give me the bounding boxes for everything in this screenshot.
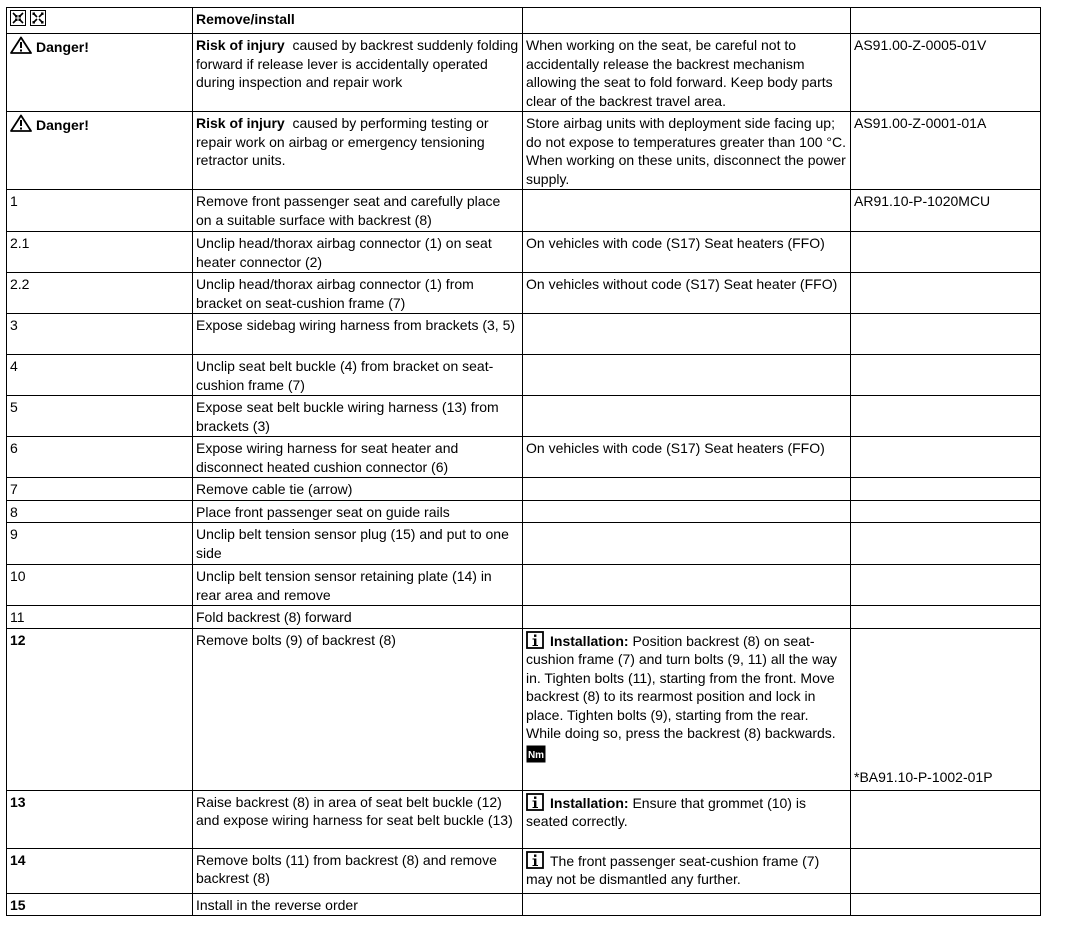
step-note xyxy=(523,314,851,355)
step-text: Unclip seat belt buckle (4) from bracket on seat-cushion frame (7) xyxy=(193,355,523,396)
step-ref xyxy=(851,273,1041,314)
danger-row xyxy=(7,112,1041,190)
step-text: Unclip head/thorax airbag connector (1) from bracket on seat-cushion frame (7) xyxy=(193,273,523,314)
step-ref xyxy=(851,565,1041,606)
info-icon xyxy=(526,851,544,869)
step-number: 6 xyxy=(7,437,193,478)
step-text: Raise backrest (8) in area of seat belt buckle (12) and expose wiring harness for seat belt buckle (13) xyxy=(193,790,523,848)
step-note xyxy=(523,190,851,232)
info-note: The front passenger seat-cushion frame (7) may not be dismantled any further. xyxy=(526,852,820,887)
danger-note: Store airbag units with deployment side facing up; do not expose to temperatures greater than 100 °C. When working on these units, disconnect the power supply. xyxy=(523,112,851,190)
step-row xyxy=(7,232,1041,273)
risk-text: caused by backrest suddenly folding forward if release lever is accidentally operated during inspection and repair work xyxy=(196,37,519,90)
step-number: 3 xyxy=(7,314,193,355)
step-number: 11 xyxy=(7,606,193,629)
step-text: Install in the reverse order xyxy=(193,893,523,916)
step-ref xyxy=(851,790,1041,848)
step-row xyxy=(7,606,1041,629)
step-note xyxy=(523,478,851,501)
step-ref xyxy=(851,314,1041,355)
step-number: 1 xyxy=(7,190,193,232)
danger-label-cell xyxy=(7,112,193,190)
install-icon xyxy=(30,10,46,26)
step-row xyxy=(7,437,1041,478)
step-number: 10 xyxy=(7,565,193,606)
step-note-cell xyxy=(523,790,851,848)
header-empty-cell xyxy=(523,8,851,34)
step-ref xyxy=(851,478,1041,501)
danger-label: Danger! xyxy=(36,117,89,133)
step-note xyxy=(523,355,851,396)
installation-note: Position backrest (8) on seat-cushion frame (7) and turn bolts (9, 11) all the way in. Tighten bolts (11), starting from the front. Move backrest (8) to its rearmost position and lock in place. Tighten bolts (9), starting from the rear. While doing so, press the backrest (8) backwards. xyxy=(526,632,838,741)
step-row xyxy=(7,628,1041,790)
step-note-cell xyxy=(523,848,851,893)
step-row xyxy=(7,565,1041,606)
info-icon xyxy=(526,631,544,649)
step-number: 5 xyxy=(7,396,193,437)
step-text: Remove bolts (9) of backrest (8) xyxy=(193,628,523,790)
torque-icon xyxy=(526,745,546,768)
step-number: 7 xyxy=(7,478,193,501)
danger-ref: AS91.00-Z-0001-01A xyxy=(851,112,1041,190)
step-text: Unclip belt tension sensor retaining plate (14) in rear area and remove xyxy=(193,565,523,606)
step-text: Expose wiring harness for seat heater and disconnect heated cushion connector (6) xyxy=(193,437,523,478)
installation-note: Ensure that grommet (10) is seated correctly. xyxy=(526,794,806,829)
step-ref xyxy=(851,355,1041,396)
info-icon xyxy=(526,793,544,811)
step-text: Fold backrest (8) forward xyxy=(193,606,523,629)
step-row xyxy=(7,790,1041,848)
step-note xyxy=(523,565,851,606)
step-row xyxy=(7,273,1041,314)
step-text: Remove bolts (11) from backrest (8) and remove backrest (8) xyxy=(193,848,523,893)
danger-label: Danger! xyxy=(36,39,89,55)
step-note xyxy=(523,500,851,523)
step-ref xyxy=(851,232,1041,273)
step-ref: *BA91.10-P-1002-01P xyxy=(854,769,993,785)
warning-triangle-icon xyxy=(10,36,32,54)
step-row xyxy=(7,355,1041,396)
step-number: 15 xyxy=(7,893,193,916)
step-note xyxy=(523,523,851,565)
risk-label: Risk of injury xyxy=(196,37,285,53)
step-note xyxy=(523,396,851,437)
step-row xyxy=(7,848,1041,893)
step-text: Unclip belt tension sensor plug (15) and put to one side xyxy=(193,523,523,565)
step-text: Unclip head/thorax airbag connector (1) on seat heater connector (2) xyxy=(193,232,523,273)
step-note-cell xyxy=(523,628,851,790)
header-icons-cell xyxy=(7,8,193,34)
step-note: On vehicles without code (S17) Seat heater (FFO) xyxy=(523,273,851,314)
step-note xyxy=(523,606,851,629)
step-ref-cell xyxy=(851,628,1041,790)
warning-triangle-icon xyxy=(10,114,32,132)
step-ref xyxy=(851,523,1041,565)
step-text: Remove front passenger seat and carefully place on a suitable surface with backrest (8) xyxy=(193,190,523,232)
step-number: 13 xyxy=(7,790,193,848)
procedure-table xyxy=(6,7,1041,916)
step-number: 2.1 xyxy=(7,232,193,273)
header-title: Remove/install xyxy=(193,8,523,34)
danger-label-cell xyxy=(7,34,193,112)
step-number: 12 xyxy=(7,628,193,790)
step-text: Remove cable tie (arrow) xyxy=(193,478,523,501)
risk-text: caused by performing testing or repair work on airbag or emergency tensioning retractor units. xyxy=(196,115,489,168)
danger-risk-cell xyxy=(193,112,523,190)
step-number: 9 xyxy=(7,523,193,565)
step-ref xyxy=(851,893,1041,916)
risk-label: Risk of injury xyxy=(196,115,285,131)
danger-ref: AS91.00-Z-0005-01V xyxy=(851,34,1041,112)
step-row xyxy=(7,893,1041,916)
step-note xyxy=(523,893,851,916)
step-number: 2.2 xyxy=(7,273,193,314)
header-empty-cell xyxy=(851,8,1041,34)
step-text: Expose seat belt buckle wiring harness (13) from brackets (3) xyxy=(193,396,523,437)
installation-label: Installation: xyxy=(550,632,629,649)
step-ref: AR91.10-P-1020MCU xyxy=(851,190,1041,232)
step-ref xyxy=(851,500,1041,523)
step-row xyxy=(7,523,1041,565)
header-row xyxy=(7,8,1041,34)
step-ref xyxy=(851,396,1041,437)
remove-icon xyxy=(10,10,26,26)
step-ref xyxy=(851,437,1041,478)
step-ref xyxy=(851,606,1041,629)
step-number: 14 xyxy=(7,848,193,893)
step-number: 8 xyxy=(7,500,193,523)
step-text: Place front passenger seat on guide rails xyxy=(193,500,523,523)
step-row xyxy=(7,396,1041,437)
danger-row xyxy=(7,34,1041,112)
step-note: On vehicles with code (S17) Seat heaters (FFO) xyxy=(523,232,851,273)
torque-icon-text: Nm xyxy=(527,749,545,761)
danger-risk-cell xyxy=(193,34,523,112)
danger-note: When working on the seat, be careful not to accidentally release the backrest mechanism allowing the seat to fold forward. Keep body parts clear of the backrest travel area. xyxy=(523,34,851,112)
step-row xyxy=(7,190,1041,232)
step-text: Expose sidebag wiring harness from brackets (3, 5) xyxy=(193,314,523,355)
step-row xyxy=(7,478,1041,501)
step-note: On vehicles with code (S17) Seat heaters (FFO) xyxy=(523,437,851,478)
step-row xyxy=(7,314,1041,355)
step-ref xyxy=(851,848,1041,893)
step-number: 4 xyxy=(7,355,193,396)
step-row xyxy=(7,500,1041,523)
installation-label: Installation: xyxy=(550,794,629,811)
